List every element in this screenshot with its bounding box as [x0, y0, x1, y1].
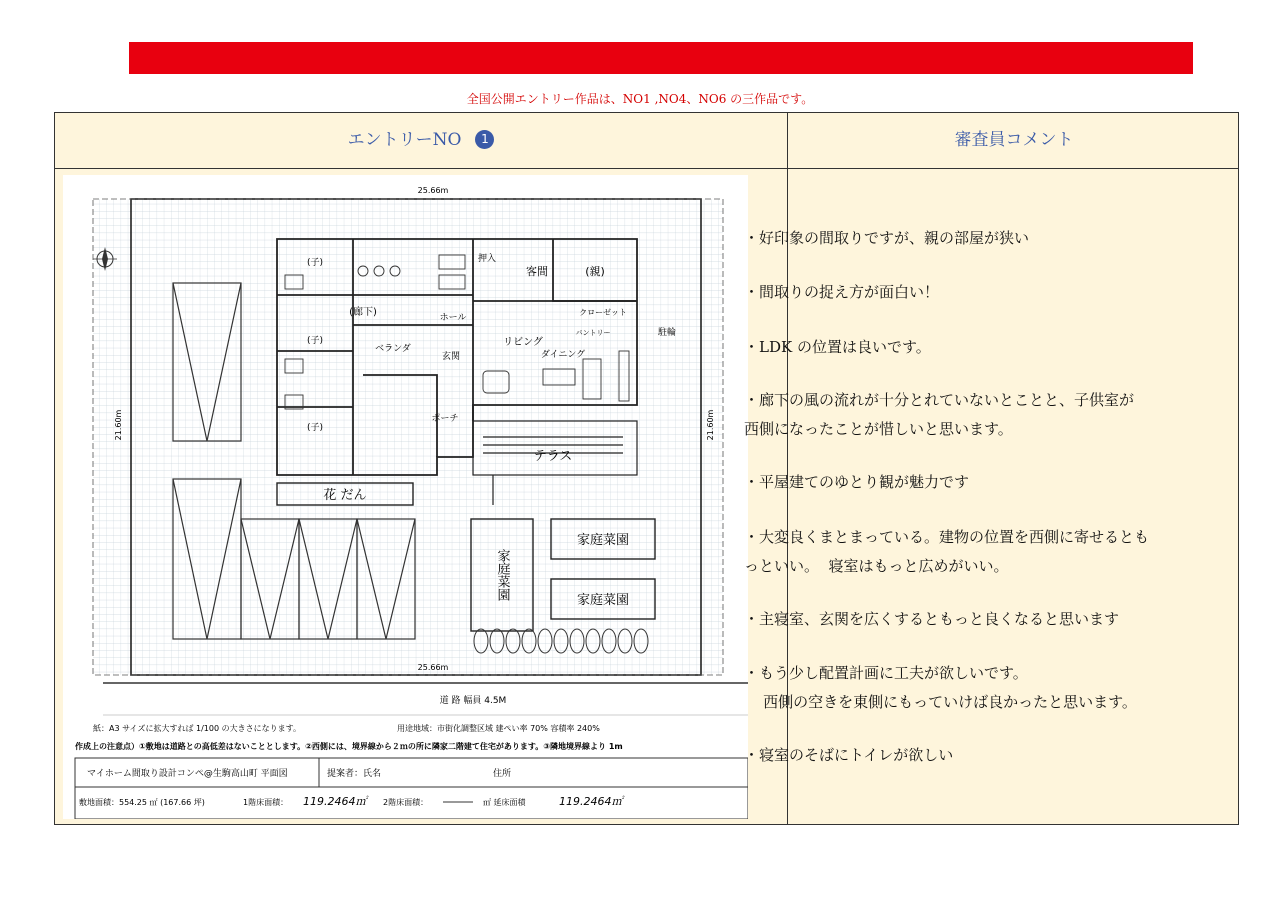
dim-right: 21.60m — [706, 409, 715, 441]
room-parent: (親) — [585, 265, 605, 278]
footer-total-area: 119.2464㎡ — [559, 795, 623, 808]
comment-item: ・主寝室、玄関を広くするともっと良くなると思います — [744, 610, 1120, 628]
comments-header: 審査員コメント — [954, 130, 1074, 150]
entry-header — [55, 113, 787, 168]
room-porch: ポーチ — [431, 414, 459, 424]
dim-top: 25.66m — [417, 186, 449, 195]
room-hall: ホール — [439, 313, 467, 323]
footer-applicant: 提案者：氏名 — [327, 769, 382, 779]
comment-item: ・好印象の間取りですが、親の部屋が狭い — [744, 229, 1030, 247]
room-veranda: ベランダ — [375, 344, 411, 354]
entry-header-label: エントリーNO — [347, 130, 462, 150]
room-living: リビング — [503, 337, 543, 348]
footer-site-area: 敷地面積：554.25 ㎡ (167.66 坪) — [79, 798, 205, 807]
comment-item: ・寝室のそばにトイレが欲しい — [744, 746, 954, 764]
room-pantry: パントリー — [575, 329, 611, 337]
comment-item: ・廊下の風の流れが十分とれていないとことと、子供室が 西側になったことが惜しいと思います。 — [744, 391, 1135, 438]
room-dining: ダイニング — [540, 350, 586, 360]
room-entrance: 玄関 — [441, 352, 461, 362]
footer-1f-label: 1階床面積： — [243, 798, 289, 807]
road-label: 道 路 幅員 4.5M — [439, 696, 507, 706]
room-guest: 客間 — [526, 265, 548, 278]
room-child2: (子) — [306, 336, 324, 346]
comment-item: ・もう少し配置計画に工夫が欲しいです。 西側の空きを東側にもっていけば良かったと思います。 — [744, 664, 1137, 711]
header-divider — [55, 168, 1238, 169]
room-child1: (子) — [306, 258, 324, 268]
dim-bottom: 25.66m — [417, 663, 449, 672]
room-corridor: (廊下) — [349, 307, 377, 318]
floor-plan-svg — [63, 175, 748, 819]
comment-item: ・LDK の位置は良いです。 — [744, 338, 931, 356]
footer-2f-label: 2階床面積： — [383, 798, 429, 807]
entry-number-badge: 1 — [475, 130, 494, 149]
room-garden3: 家庭菜園 — [576, 593, 630, 608]
comment-item: ・間取りの捉え方が面白い！ — [744, 283, 940, 301]
footer-1f-area: 119.2464㎡ — [303, 795, 367, 808]
room-terrace: テラス — [533, 449, 573, 464]
room-closet2: クローゼット — [579, 308, 627, 317]
footer-total-label: ㎡ 延床面積 — [483, 798, 526, 807]
footer-name: マイホーム間取り設計コンペ@生駒高山町 平面図 — [87, 769, 288, 779]
floor-plan-drawing — [63, 175, 748, 819]
room-flowerbed: 花 だん — [323, 488, 367, 503]
dim-left: 21.60m — [114, 409, 123, 441]
comment-item: ・平屋建てのゆとり観が魅力です — [744, 473, 970, 491]
room-child3: (子) — [306, 423, 324, 433]
plan-note-1: 紙：A3 サイズに拡大すれば 1/100 の大きさになります。 — [93, 724, 301, 733]
footer-address: 住所 — [493, 769, 512, 779]
room-garden2: 家庭菜園 — [576, 533, 630, 548]
room-garden1: 家庭菜園 — [494, 549, 510, 601]
page-title-bar — [129, 42, 1193, 74]
plan-note-zone: 用途地域：市街化調整区域 建ぺい率 70% 容積率 240% — [397, 724, 600, 733]
page-subtitle: 全国公開エントリー作品は、NO1 ,NO4、NO6 の三作品です。 — [466, 92, 814, 106]
plan-note-2: 作成上の注意点）①敷地は道路との高低差はないこととします。②西側には、境界線から２ｍの所に隣家二階建て住宅があります。③隣地境界線より 1m — [75, 742, 623, 751]
room-closet1: 押入 — [477, 254, 497, 264]
comment-item: ・大変良くまとまっている。建物の位置を西側に寄せるとも っといい。 寝室はもっと広めがいい。 — [744, 528, 1150, 575]
room-bicycle: 駐輪 — [657, 328, 677, 338]
